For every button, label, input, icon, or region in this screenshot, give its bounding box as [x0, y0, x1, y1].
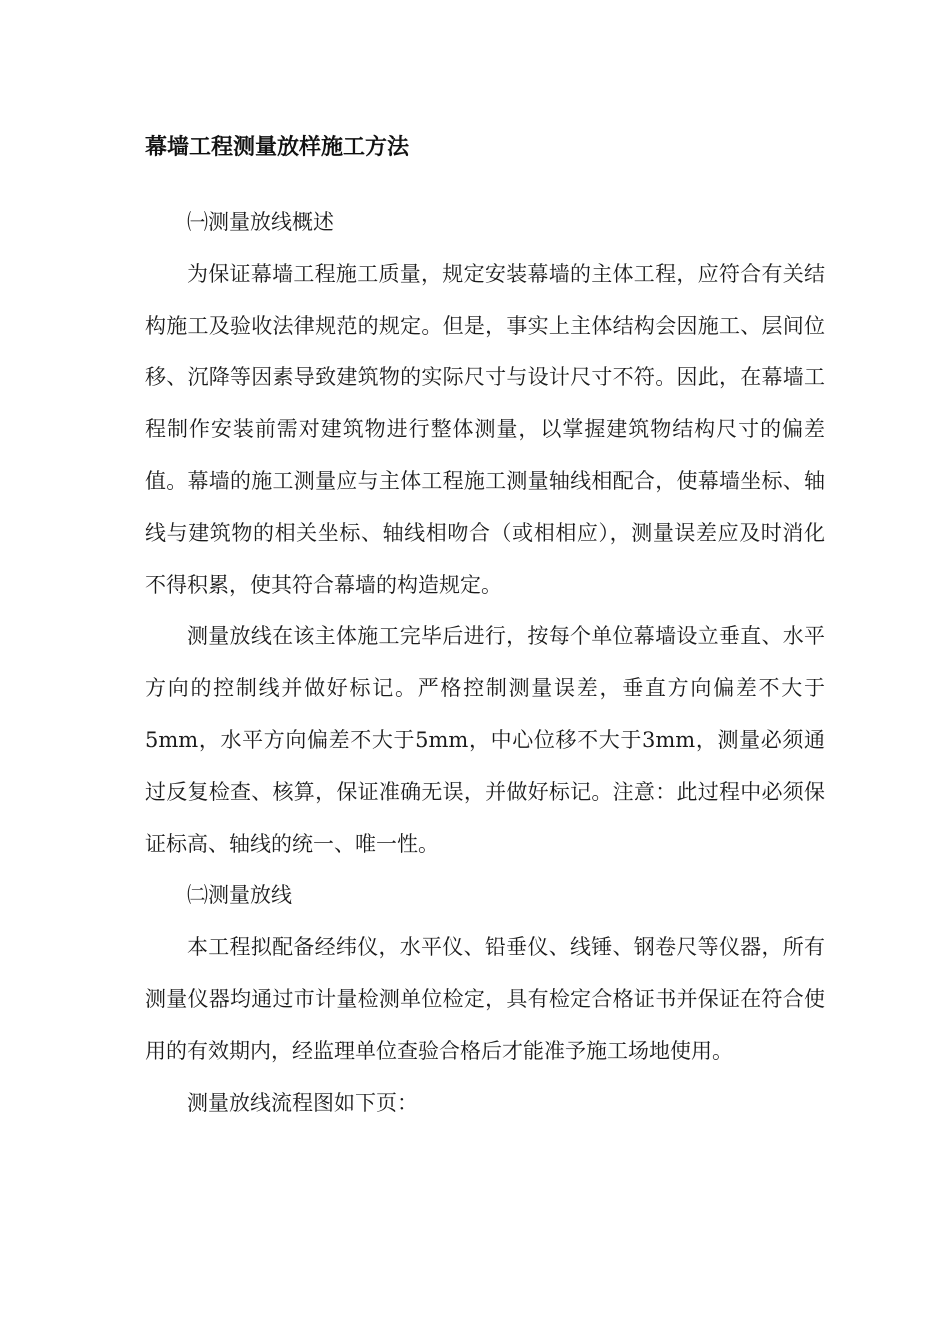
paragraph-control-lines: 测量放线在该主体施工完毕后进行，按每个单位幕墙设立垂直、水平方向的控制线并做好标记。严格控制测量误差，垂直方向偏差不大于5mm，水平方向偏差不大于5mm，中心位移不大于3mm，测量必须通过反复检查、核算，保证准确无误，并做好标记。注意：此过程中必须保证标高、轴线的统一、唯一性。 — [145, 624, 825, 856]
paragraph-flowchart-note: 测量放线流程图如下页： — [187, 1090, 418, 1115]
section-heading-overview: ㈠测量放线概述 — [187, 210, 334, 234]
section-heading-survey: ㈡测量放线 — [187, 883, 292, 908]
document-title: 幕墙工程测量放样施工方法 — [145, 134, 410, 160]
paragraph-instruments: 本工程拟配备经纬仪，水平仪、铅垂仪、线锤、钢卷尺等仪器，所有测量仪器均通过市计量检测单位检定，具有检定合格证书并保证在符合使用的有效期内，经监理单位查验合格后才能准予施工场地使用。 — [145, 935, 825, 1063]
document-body — [145, 197, 825, 1129]
paragraph-overview: 为保证幕墙工程施工质量，规定安装幕墙的主体工程，应符合有关结构施工及验收法律规范的规定。但是，事实上主体结构会因施工、层间位移、沉降等因素导致建筑物的实际尺寸与设计尺寸不符。因此，在幕墙工程制作安装前需对建筑物进行整体测量，以掌握建筑物结构尺寸的偏差值。幕墙的施工测量应与主体工程施工测量轴线相配合，使幕墙坐标、轴线与建筑物的相关坐标、轴线相吻合（或相相应），测量误差应及时消化不得积累，使其符合幕墙的构造规定。 — [145, 261, 825, 597]
